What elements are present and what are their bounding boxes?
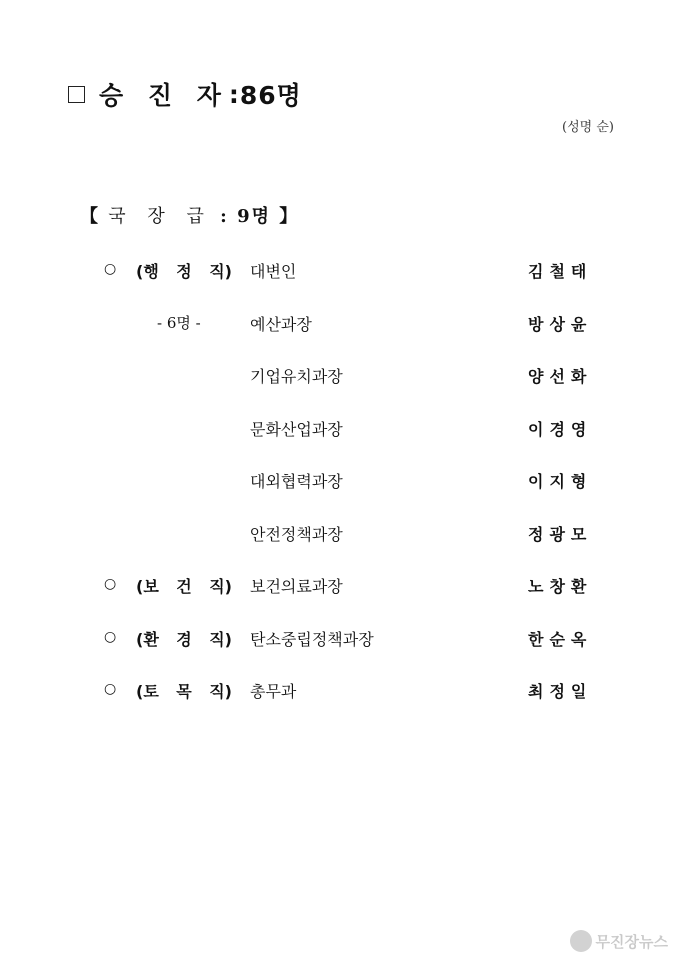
job-category-part: (환 xyxy=(136,629,159,649)
job-category-part: 직) xyxy=(209,577,232,596)
table-row xyxy=(0,364,680,390)
table-row xyxy=(0,259,680,285)
circle-bullet-icon: ○ xyxy=(104,261,117,277)
circle-bullet-icon: ○ xyxy=(104,681,117,697)
category-count: - 6명 - xyxy=(157,313,201,332)
department-position: 보건의료과장 xyxy=(250,577,343,596)
title-label: 승 진 자 xyxy=(99,81,229,110)
watermark-logo-icon xyxy=(570,930,592,952)
job-category-part: 직) xyxy=(209,682,232,701)
circle-bullet-icon: ○ xyxy=(104,628,117,645)
department-position: 대외협력과장 xyxy=(250,472,343,491)
table-row xyxy=(0,522,680,548)
department-position: 탄소중립정책과장 xyxy=(250,629,374,649)
job-category xyxy=(136,679,232,702)
title-count: 86명 xyxy=(239,81,302,110)
table-row xyxy=(0,417,680,443)
person-name: 노창환 xyxy=(528,577,593,596)
job-category-part: 직) xyxy=(209,629,232,649)
department-position: 예산과장 xyxy=(250,314,312,334)
department-position: 총무과 xyxy=(250,682,297,701)
department-position: 기업유치과장 xyxy=(250,367,343,386)
person-name: 한순옥 xyxy=(528,629,593,649)
person-name: 이경영 xyxy=(528,419,593,439)
page-title xyxy=(68,76,302,112)
order-note: (성명 순) xyxy=(562,120,614,135)
table-row xyxy=(0,574,680,600)
section-colon: : xyxy=(220,206,238,227)
section-count: 9명 xyxy=(237,206,272,227)
table-row xyxy=(0,679,680,705)
person-name: 이지형 xyxy=(528,472,593,491)
section-heading xyxy=(80,202,299,228)
department-position: 안전정책과장 xyxy=(250,524,343,544)
job-category-part: (행 xyxy=(136,262,159,281)
bracket-open: 【 xyxy=(80,206,109,227)
person-name: 양선화 xyxy=(528,367,593,386)
job-category xyxy=(136,259,232,282)
job-category-part: 건 xyxy=(176,577,192,596)
job-category-part: (토 xyxy=(136,682,159,701)
watermark-text: 무진장뉴스 xyxy=(595,932,668,951)
bracket-close: 】 xyxy=(279,206,300,227)
job-category-part: (보 xyxy=(136,577,159,596)
title-colon: : xyxy=(228,79,240,109)
job-category-part: 목 xyxy=(176,682,192,701)
department-position: 문화산업과장 xyxy=(250,419,343,439)
watermark xyxy=(570,930,668,952)
person-name: 방상윤 xyxy=(528,314,593,334)
job-category-part: 정 xyxy=(176,262,192,281)
department-position: 대변인 xyxy=(250,262,297,281)
job-category-part: 직) xyxy=(209,262,232,281)
table-row xyxy=(0,469,680,495)
table-row xyxy=(0,627,680,653)
job-category-part: 경 xyxy=(176,629,192,649)
person-name: 최정일 xyxy=(528,682,593,701)
section-grade: 국 장 급 xyxy=(108,206,212,227)
job-category xyxy=(136,574,232,597)
job-category xyxy=(136,627,232,650)
person-name: 정광모 xyxy=(528,524,593,544)
table-row xyxy=(0,312,680,338)
circle-bullet-icon: ○ xyxy=(104,576,117,592)
person-name: 김철태 xyxy=(528,262,593,281)
checkbox-square-icon xyxy=(68,86,85,103)
